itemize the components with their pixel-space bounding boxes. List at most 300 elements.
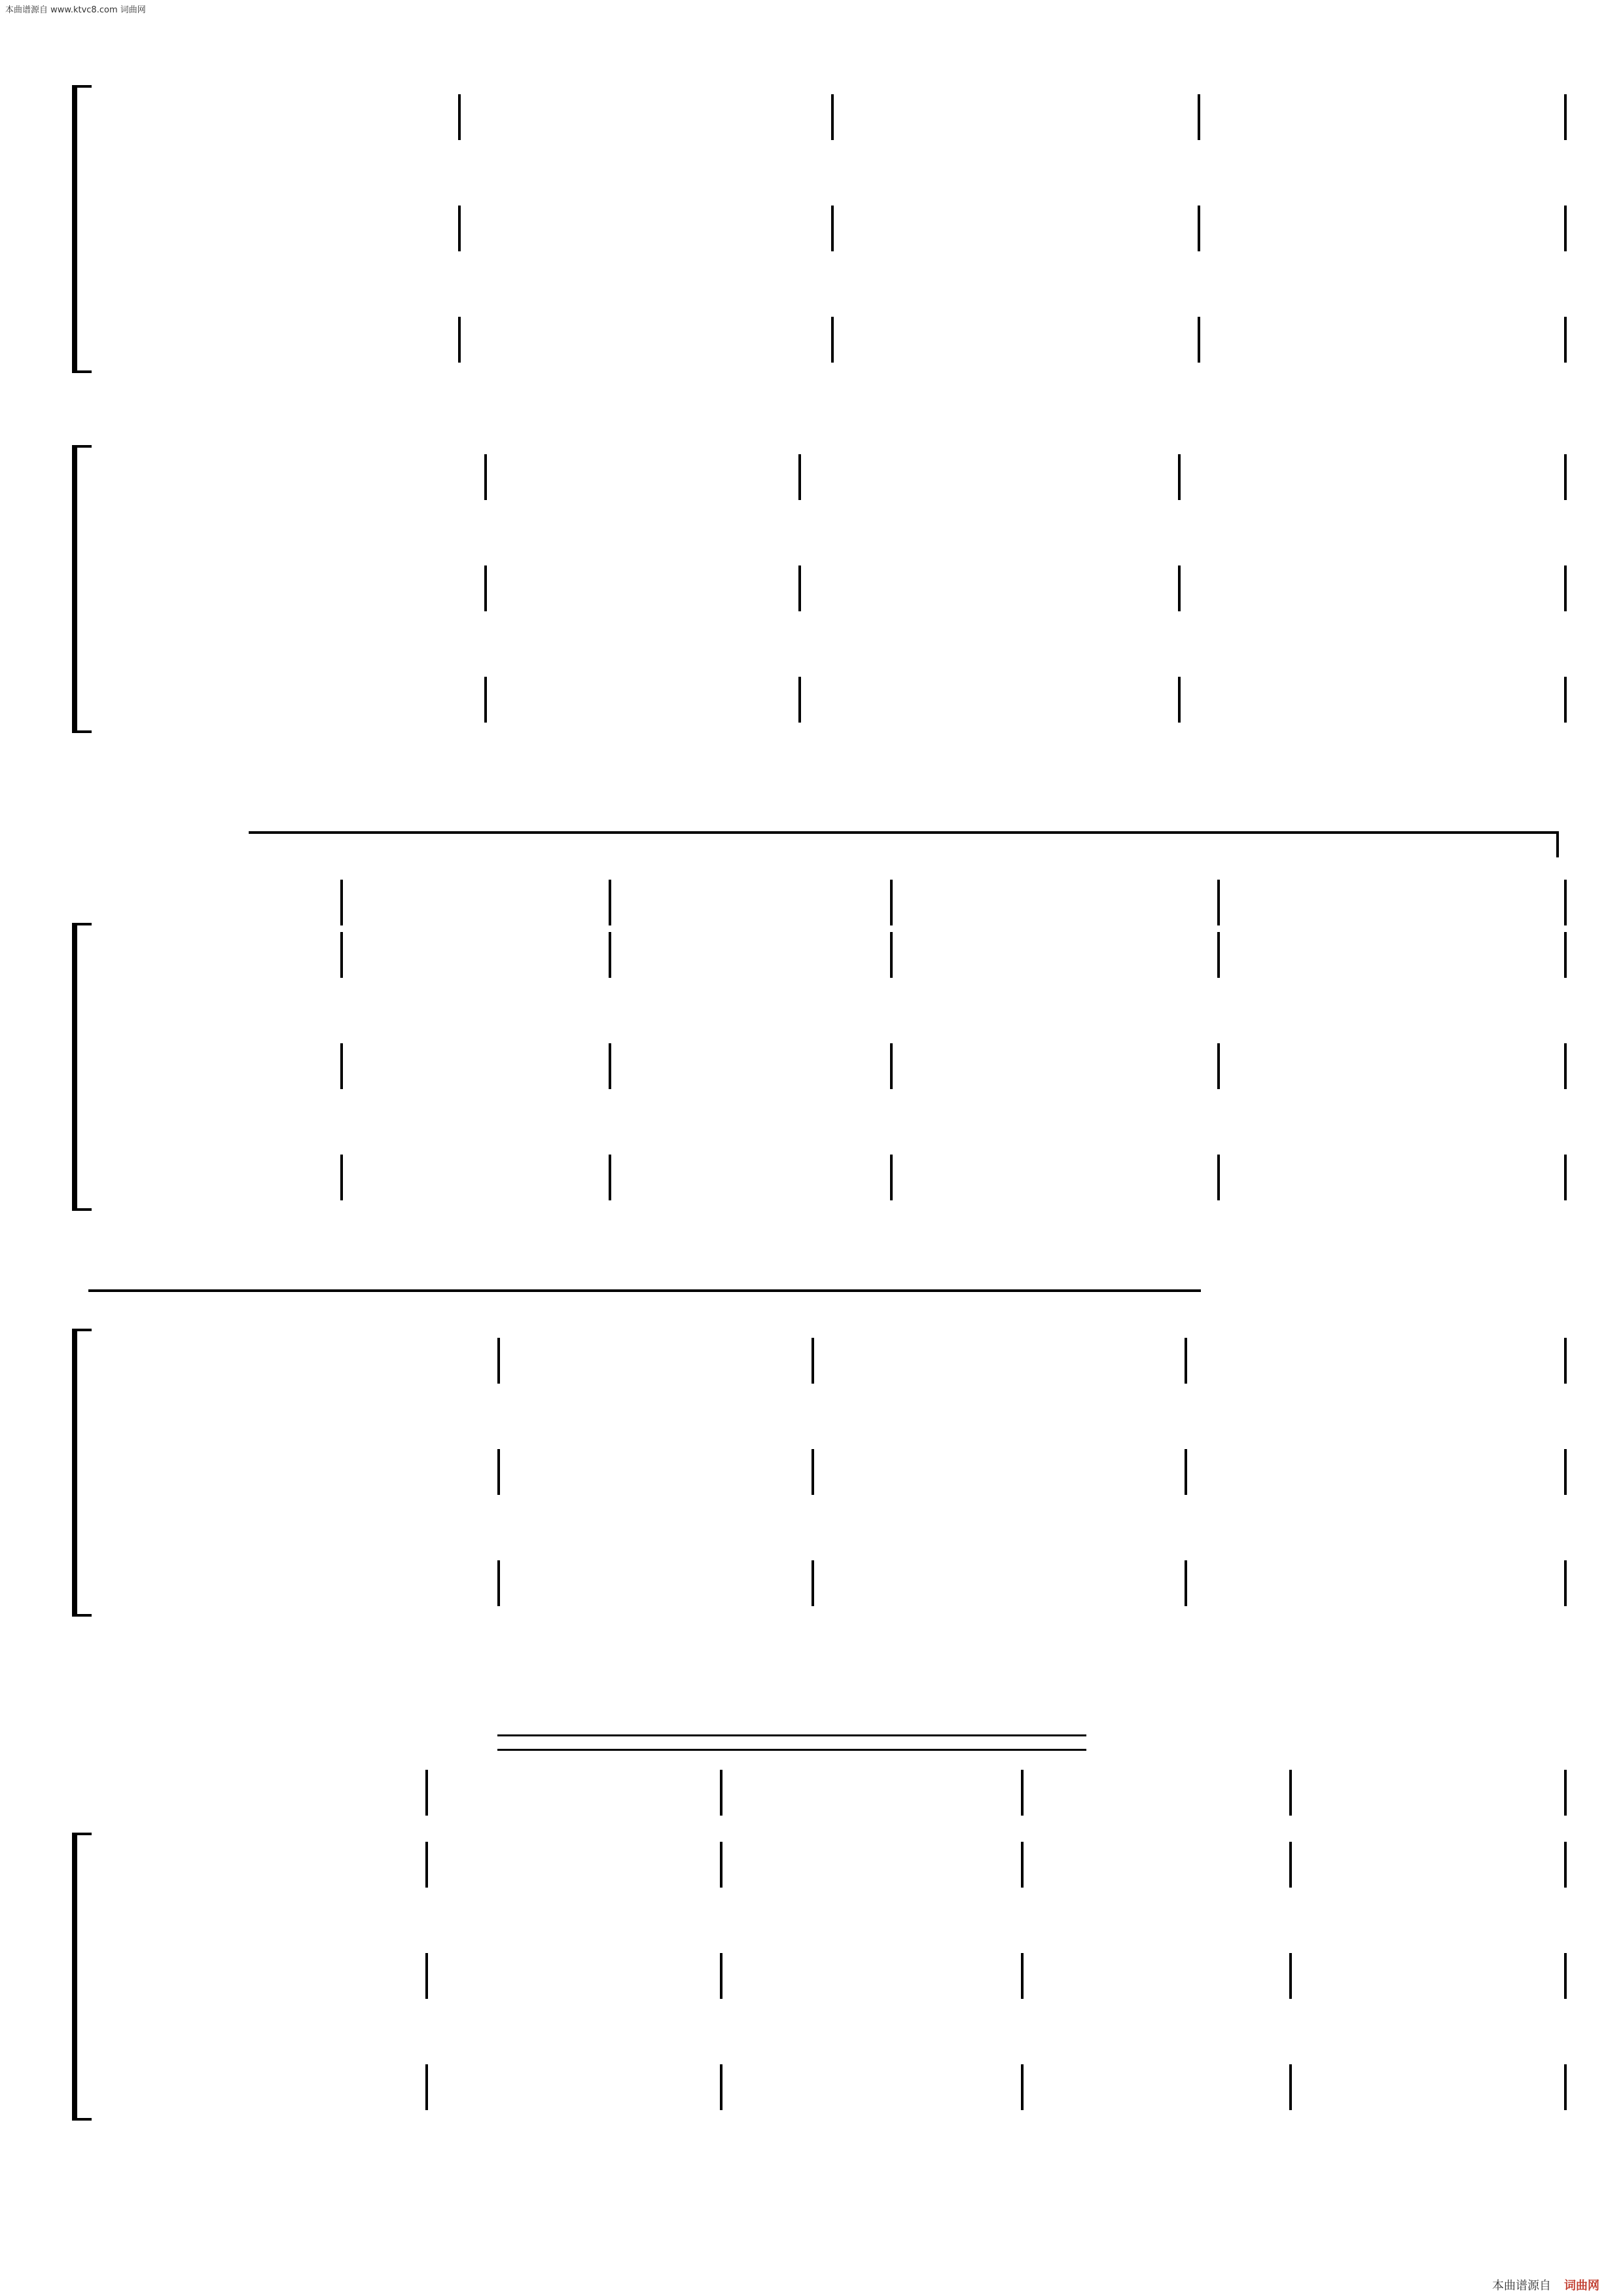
note	[377, 458, 468, 495]
barline	[798, 454, 801, 500]
note	[1467, 458, 1558, 495]
end-barline	[1564, 677, 1567, 723]
end-barline	[1564, 206, 1567, 251]
bracket-bottom-hook	[72, 730, 92, 733]
note	[1267, 1957, 1340, 1994]
lyric-syllable	[831, 1617, 952, 1653]
note	[1376, 1774, 1467, 1810]
lyric-syllable	[1436, 733, 1558, 770]
note	[196, 209, 287, 246]
barline	[1289, 2064, 1292, 2110]
note	[334, 884, 411, 920]
note	[922, 1453, 1013, 1490]
lyric-syllable	[589, 1211, 1073, 1247]
note	[105, 1564, 196, 1601]
barline	[1289, 1842, 1292, 1888]
note	[1285, 209, 1376, 246]
note	[1376, 1342, 1467, 1378]
note	[1340, 1957, 1412, 1994]
note	[869, 884, 946, 920]
lyric-syllable	[776, 511, 887, 547]
lyric-syllable	[226, 1617, 347, 1653]
lyric-syllable	[105, 2009, 589, 2046]
barline	[1289, 1770, 1292, 1816]
note	[468, 681, 559, 717]
lyric-syllable	[552, 1505, 664, 1542]
note	[976, 2068, 1049, 2105]
note	[758, 2068, 831, 2105]
note	[922, 1342, 1013, 1378]
note	[1376, 569, 1467, 606]
crescendo-line-lower	[497, 1749, 1086, 1751]
note	[1103, 458, 1194, 495]
note	[1103, 1342, 1194, 1378]
note	[1412, 1957, 1485, 1994]
note	[1216, 321, 1302, 357]
note	[1049, 1047, 1122, 1084]
note	[1340, 1047, 1412, 1084]
note	[1485, 1957, 1558, 1994]
barline	[458, 317, 461, 363]
note	[196, 98, 287, 135]
lyric-syllable	[105, 147, 468, 184]
note	[468, 1453, 559, 1490]
note	[250, 2068, 323, 2105]
note	[758, 1846, 831, 1882]
barline	[340, 1155, 343, 1200]
note	[196, 681, 287, 717]
lyric-syllable	[105, 1617, 226, 1653]
note	[559, 1342, 650, 1378]
barline	[720, 2064, 722, 2110]
lyric-syllable	[1334, 1505, 1446, 1542]
note	[323, 1846, 395, 1882]
note	[1340, 1158, 1412, 1195]
lyric-syllable	[329, 622, 440, 658]
lyric-syllable	[440, 1505, 552, 1542]
note	[287, 1453, 378, 1490]
volta-1-hook	[1556, 831, 1559, 857]
note	[613, 2068, 686, 2105]
lyric-syllable	[226, 733, 347, 770]
bracket-bottom-hook	[72, 370, 92, 373]
note	[686, 1158, 758, 1195]
end-barline	[1564, 1338, 1567, 1384]
note	[1103, 1774, 1194, 1810]
note	[1194, 569, 1285, 606]
note	[1285, 1774, 1376, 1810]
note	[650, 1564, 741, 1601]
note	[904, 1846, 976, 1882]
lyric-syllable	[831, 147, 1194, 184]
note	[613, 1846, 686, 1882]
note	[922, 458, 1013, 495]
barline	[1217, 932, 1220, 978]
note	[1387, 321, 1472, 357]
note	[1267, 1158, 1340, 1195]
note	[559, 1453, 650, 1490]
barline	[340, 880, 343, 925]
note	[740, 1342, 831, 1378]
lyric-syllable	[202, 373, 298, 410]
lyric-syllable	[1111, 1505, 1222, 1542]
note	[196, 1453, 287, 1490]
note	[922, 98, 1013, 135]
note	[1194, 98, 1285, 135]
note	[1049, 2068, 1122, 2105]
note	[1122, 1957, 1194, 1994]
lyric-syllable	[1073, 1898, 1558, 1935]
lyric-syllable	[589, 2121, 1073, 2157]
note	[922, 681, 1013, 717]
note	[287, 1564, 378, 1601]
note	[613, 1158, 686, 1195]
note	[904, 1047, 976, 1084]
note	[831, 209, 922, 246]
note	[323, 1047, 395, 1084]
lyric-syllable	[1315, 733, 1436, 770]
note	[410, 884, 487, 920]
lyric-syllable	[217, 622, 329, 658]
note	[1267, 1047, 1340, 1084]
lyric-syllable	[217, 1394, 329, 1431]
note	[1013, 98, 1104, 135]
note	[650, 1774, 741, 1810]
note	[541, 1158, 613, 1195]
note	[976, 1846, 1049, 1882]
lyric-syllable	[217, 511, 329, 547]
note	[1412, 936, 1485, 973]
note	[395, 936, 468, 973]
note	[105, 884, 181, 920]
lyric-syllable	[999, 622, 1111, 658]
note	[395, 1846, 468, 1882]
note	[1467, 1774, 1558, 1810]
note	[1412, 1047, 1485, 1084]
lyric-syllable	[347, 733, 468, 770]
note	[686, 936, 758, 973]
footer-source-text: 本曲谱源自	[1492, 2279, 1551, 2293]
note	[1285, 1564, 1376, 1601]
lyric-syllable	[329, 511, 440, 547]
note	[1194, 681, 1285, 717]
note	[377, 98, 468, 135]
note	[377, 1453, 468, 1490]
note	[563, 884, 640, 920]
note	[468, 458, 559, 495]
end-barline	[1564, 1449, 1567, 1495]
lyric-syllable	[1334, 622, 1446, 658]
note	[831, 1846, 904, 1882]
end-barline	[1564, 932, 1567, 978]
lyric-syllable	[831, 259, 1194, 295]
note	[650, 209, 741, 246]
note	[1013, 1564, 1104, 1601]
note	[650, 98, 741, 135]
lyric-syllable	[999, 1394, 1111, 1431]
lyric-syllable	[686, 373, 783, 410]
note	[1285, 1453, 1376, 1490]
lyric-syllable	[589, 733, 710, 770]
note	[323, 1158, 395, 1195]
note	[105, 1158, 177, 1195]
lyric-syllable	[664, 511, 776, 547]
note	[361, 321, 447, 357]
note	[1194, 209, 1285, 246]
note	[1013, 209, 1104, 246]
note	[377, 569, 468, 606]
note	[904, 2068, 976, 2105]
note	[1013, 681, 1104, 717]
lyric-syllable	[1111, 1394, 1222, 1431]
note	[650, 1453, 741, 1490]
lyric-syllable	[105, 2121, 589, 2157]
barline	[831, 317, 834, 363]
note	[758, 936, 831, 973]
note	[650, 681, 741, 717]
lyric-syllable	[440, 511, 552, 547]
note	[740, 209, 831, 246]
note	[1049, 1957, 1122, 1994]
note	[1194, 1846, 1267, 1882]
note	[1285, 1342, 1376, 1378]
note	[1467, 98, 1558, 135]
note	[1194, 1957, 1267, 1994]
note	[105, 681, 196, 717]
note	[105, 1453, 196, 1490]
lyric-syllable	[1194, 733, 1315, 770]
note	[196, 1774, 287, 1810]
bracket-top-hook	[72, 85, 92, 88]
note	[831, 1158, 904, 1195]
note	[1467, 1453, 1558, 1490]
barline	[831, 94, 834, 140]
note	[196, 458, 287, 495]
note	[395, 2068, 468, 2105]
lyric-syllable	[589, 2009, 1073, 2046]
note	[258, 884, 334, 920]
end-barline	[1564, 1560, 1567, 1606]
note	[1194, 1453, 1285, 1490]
lyric-syllable	[1364, 373, 1461, 410]
note	[559, 98, 650, 135]
note	[287, 569, 378, 606]
note	[922, 569, 1013, 606]
barline	[425, 1842, 428, 1888]
end-barline	[1564, 880, 1567, 925]
lyric-syllable	[1334, 511, 1446, 547]
note	[1103, 98, 1194, 135]
lyric-syllable	[552, 511, 664, 547]
note	[831, 936, 904, 973]
note	[1252, 884, 1329, 920]
volta-2-line	[88, 1289, 1201, 1292]
barline	[720, 1842, 722, 1888]
lyric-syllable	[589, 988, 1073, 1025]
barline	[425, 2064, 428, 2110]
barline	[609, 1043, 611, 1089]
lyric-syllable	[776, 622, 887, 658]
note	[831, 98, 922, 135]
note	[541, 936, 613, 973]
note	[1467, 1342, 1558, 1378]
barline	[340, 932, 343, 978]
note	[703, 321, 789, 357]
lyric-syllable	[468, 259, 831, 295]
note	[105, 1846, 177, 1882]
lyric-syllable	[776, 1505, 887, 1542]
note	[105, 936, 177, 973]
bracket-bottom-hook	[72, 1614, 92, 1617]
note	[831, 1774, 922, 1810]
lyric-syllable	[1222, 622, 1334, 658]
note	[904, 936, 976, 973]
note	[1467, 1564, 1558, 1601]
note	[1122, 2068, 1194, 2105]
lyric-syllable	[347, 1617, 468, 1653]
lyric-syllable	[1073, 733, 1194, 770]
barline	[497, 1449, 500, 1495]
lyric-syllable	[664, 622, 776, 658]
note	[1412, 2068, 1485, 2105]
note	[487, 884, 563, 920]
note	[323, 1957, 395, 1994]
lyric-syllable	[1446, 1394, 1558, 1431]
lyric-syllable	[1446, 1505, 1558, 1542]
footer-brand-text: 词曲网	[1564, 2279, 1599, 2293]
note	[541, 1957, 613, 1994]
lyric-syllable	[887, 622, 999, 658]
barline	[798, 565, 801, 611]
note	[196, 1342, 287, 1378]
note	[686, 1047, 758, 1084]
lyric-syllable	[887, 1505, 999, 1542]
note	[1285, 681, 1376, 717]
barline	[798, 677, 801, 723]
note	[1099, 884, 1175, 920]
note	[831, 1047, 904, 1084]
lyric-syllable	[1222, 1505, 1334, 1542]
barline	[425, 1953, 428, 1999]
lyric-syllable	[1446, 511, 1558, 547]
note	[1376, 1453, 1467, 1490]
lyric-syllable	[1170, 373, 1267, 410]
note	[177, 1047, 250, 1084]
note	[276, 321, 361, 357]
note	[650, 458, 741, 495]
note	[1013, 569, 1104, 606]
lyric-syllable	[589, 373, 686, 410]
note	[1122, 1846, 1194, 1882]
note	[1481, 884, 1558, 920]
lyric-syllable	[105, 259, 468, 295]
lyric-syllable	[952, 733, 1073, 770]
note	[1013, 1774, 1104, 1810]
note	[287, 1774, 378, 1810]
note	[758, 1957, 831, 1994]
lyric-syllable	[710, 733, 831, 770]
note	[395, 1158, 468, 1195]
note	[740, 458, 831, 495]
barline	[609, 880, 611, 925]
barline	[1198, 94, 1200, 140]
bracket-top-hook	[72, 923, 92, 925]
note	[1485, 936, 1558, 973]
barline	[720, 1770, 722, 1816]
note	[177, 1957, 250, 1994]
note	[976, 936, 1049, 973]
lyric-syllable	[1073, 1617, 1194, 1653]
lyric-syllable	[105, 622, 217, 658]
barline	[831, 206, 834, 251]
note	[1404, 884, 1481, 920]
note	[541, 1846, 613, 1882]
lyric-syllable	[105, 511, 217, 547]
note	[1013, 458, 1104, 495]
note	[1267, 2068, 1340, 2105]
note	[1049, 936, 1122, 973]
note	[177, 2068, 250, 2105]
lyric-syllable	[1111, 511, 1222, 547]
end-barline	[1564, 565, 1567, 611]
note	[250, 1957, 323, 1994]
note	[1130, 321, 1216, 357]
note	[831, 681, 922, 717]
barline	[1217, 1155, 1220, 1200]
note	[105, 1774, 196, 1810]
note	[613, 1047, 686, 1084]
note	[831, 569, 922, 606]
note	[740, 569, 831, 606]
note	[468, 2068, 541, 2105]
end-barline	[1564, 1043, 1567, 1089]
note	[250, 936, 323, 973]
system-bracket	[72, 445, 77, 733]
barline	[1289, 1953, 1292, 1999]
note	[559, 1564, 650, 1601]
lyric-syllable	[329, 1505, 440, 1542]
lyric-syllable	[105, 1106, 589, 1143]
barline	[497, 1338, 500, 1384]
barline	[1021, 1770, 1024, 1816]
note	[250, 1047, 323, 1084]
note	[740, 98, 831, 135]
end-barline	[1564, 317, 1567, 363]
lyric-syllable	[589, 1617, 710, 1653]
note	[1412, 1158, 1485, 1195]
lyric-syllable	[440, 622, 552, 658]
barline	[1021, 1953, 1024, 1999]
note	[377, 1564, 468, 1601]
note	[904, 1158, 976, 1195]
note	[1485, 1846, 1558, 1882]
lyric-syllable	[887, 1394, 999, 1431]
barline	[812, 1449, 814, 1495]
note	[177, 1158, 250, 1195]
note	[559, 681, 650, 717]
note	[105, 569, 196, 606]
note	[1049, 1846, 1122, 1882]
note	[1376, 98, 1467, 135]
note	[1340, 936, 1412, 973]
barline	[484, 454, 487, 500]
crescendo-line-upper	[497, 1734, 1086, 1736]
note	[323, 2068, 395, 2105]
note	[1376, 681, 1467, 717]
note	[976, 1047, 1049, 1084]
note	[105, 321, 190, 357]
lyric-syllable	[1461, 373, 1558, 410]
